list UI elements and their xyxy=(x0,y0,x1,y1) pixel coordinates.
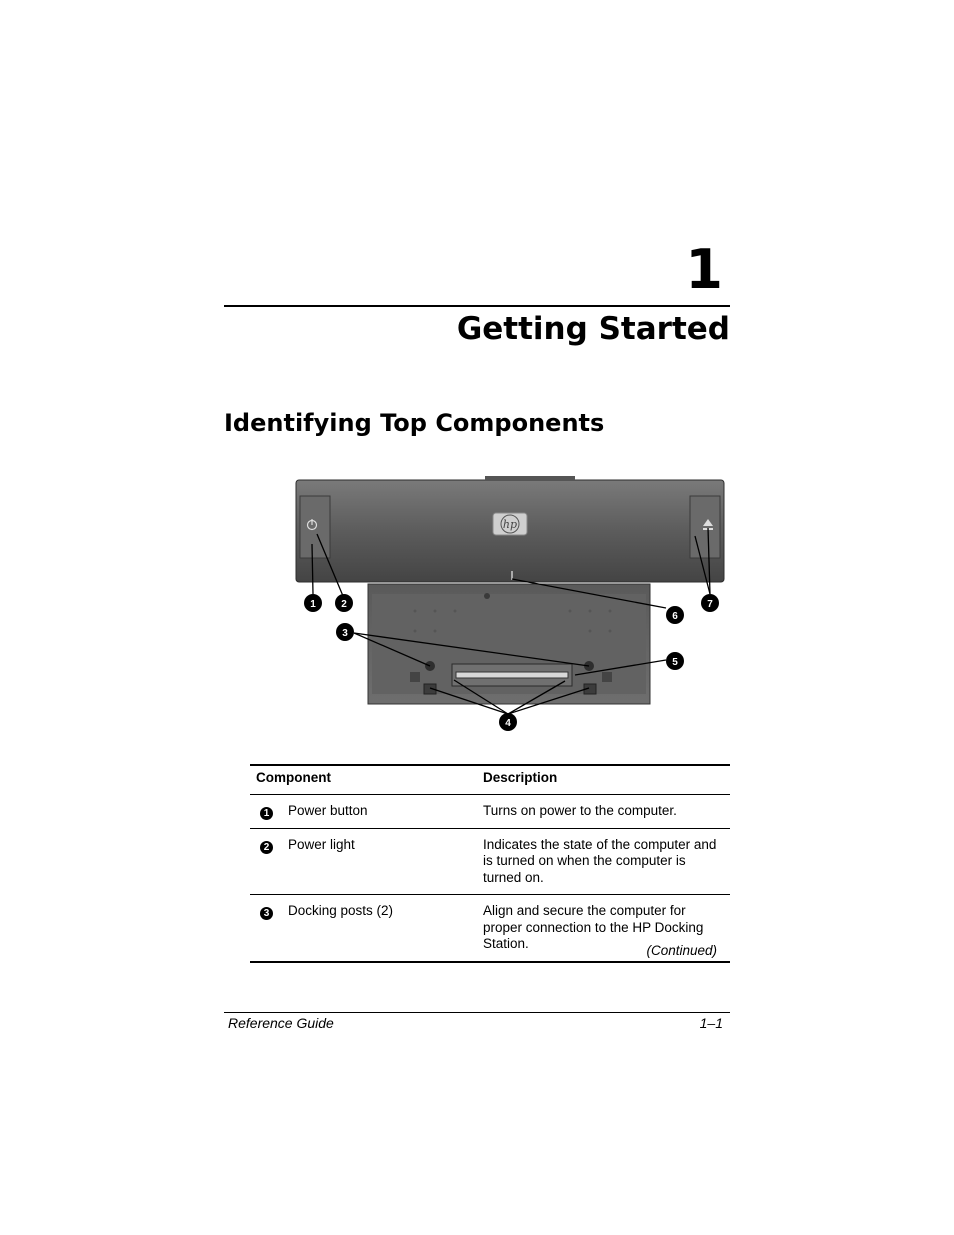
components-table xyxy=(250,764,730,963)
callout-2: 2 xyxy=(341,599,347,610)
row-number-badge: 3 xyxy=(260,907,273,920)
section-title: Identifying Top Components xyxy=(224,409,605,437)
eject-button-housing xyxy=(690,496,720,558)
callout-3: 3 xyxy=(342,628,348,639)
component-description: Align and secure the computer for proper connection to the HP Docking Station. xyxy=(483,903,704,951)
component-name: Power light xyxy=(288,836,355,852)
hp-logo-text: hp xyxy=(502,518,518,531)
footer-page-number: 1–1 xyxy=(699,1015,723,1031)
callout-5: 5 xyxy=(672,657,678,668)
row-number-badge: 2 xyxy=(260,841,273,854)
chapter-title: Getting Started xyxy=(456,311,730,347)
component-description: Indicates the state of the computer and is turned on when the computer is turned on. xyxy=(483,836,717,885)
callout-7: 7 xyxy=(707,599,713,610)
chapter-number: 1 xyxy=(685,238,723,301)
row-number-badge: 1 xyxy=(260,807,273,820)
component-name: Power button xyxy=(288,802,368,818)
footer-doc-title: Reference Guide xyxy=(228,1015,334,1031)
table-header-row xyxy=(250,766,730,794)
component-name: Docking posts (2) xyxy=(288,903,394,918)
table-bottom-rule xyxy=(250,961,730,963)
continued-note: (Continued) xyxy=(646,943,717,958)
table-row xyxy=(250,795,730,828)
callout-1: 1 xyxy=(310,599,316,610)
callout-4: 4 xyxy=(505,718,511,729)
callout-6: 6 xyxy=(672,611,678,622)
header-component: Component xyxy=(256,770,331,785)
docking-station-figure xyxy=(290,476,740,738)
component-description: Turns on power to the computer. xyxy=(483,802,677,818)
docking-station-illustration xyxy=(290,476,740,738)
chapter-rule xyxy=(224,305,730,307)
header-description: Description xyxy=(483,770,558,785)
footer-rule xyxy=(224,1012,730,1013)
power-button-housing xyxy=(300,496,330,558)
table-row xyxy=(250,829,730,895)
